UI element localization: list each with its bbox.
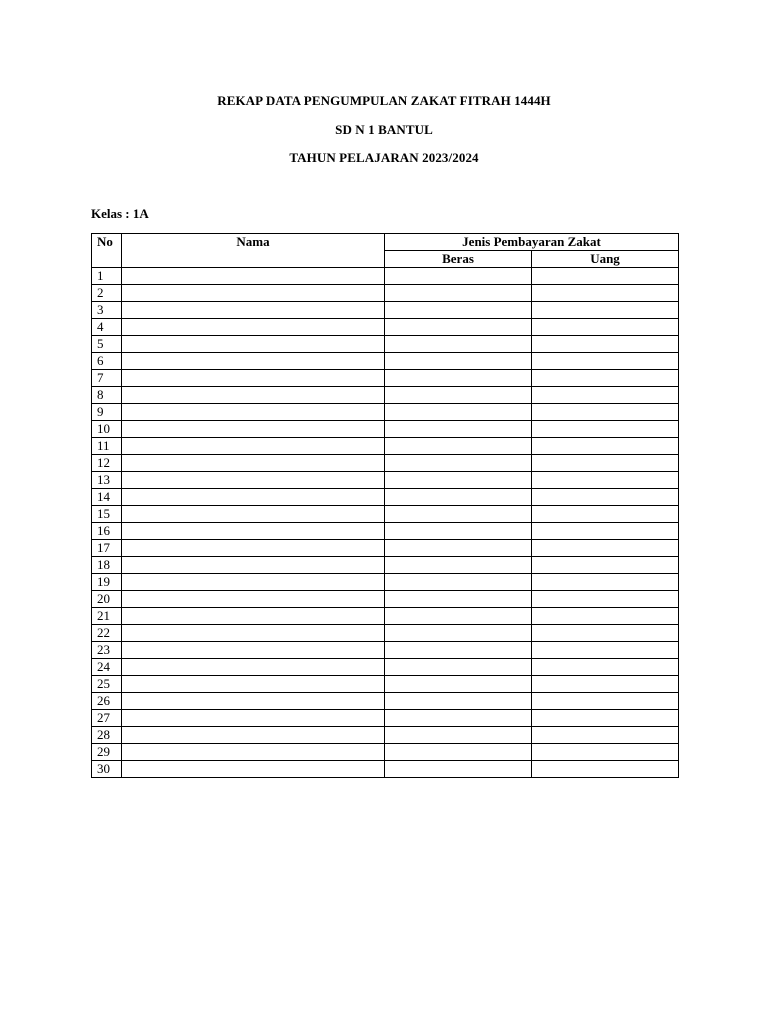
cell-uang	[532, 693, 679, 710]
document-title: REKAP DATA PENGUMPULAN ZAKAT FITRAH 1444H	[217, 93, 551, 108]
table-row	[92, 608, 679, 625]
cell-nama	[122, 387, 385, 404]
cell-nama	[122, 591, 385, 608]
cell-uang	[532, 642, 679, 659]
cell-no: 24	[92, 659, 122, 676]
cell-no: 3	[92, 302, 122, 319]
cell-no: 9	[92, 404, 122, 421]
cell-nama	[122, 710, 385, 727]
cell-uang	[532, 557, 679, 574]
cell-uang	[532, 540, 679, 557]
cell-nama	[122, 523, 385, 540]
cell-uang	[532, 676, 679, 693]
cell-uang	[532, 421, 679, 438]
cell-beras	[385, 608, 532, 625]
cell-uang	[532, 574, 679, 591]
table-row	[92, 268, 679, 285]
cell-beras	[385, 540, 532, 557]
cell-beras	[385, 710, 532, 727]
cell-nama	[122, 608, 385, 625]
cell-nama	[122, 744, 385, 761]
cell-nama	[122, 421, 385, 438]
cell-beras	[385, 421, 532, 438]
cell-uang	[532, 370, 679, 387]
cell-beras	[385, 676, 532, 693]
cell-beras	[385, 489, 532, 506]
header-payment-type: Jenis Pembayaran Zakat	[385, 234, 679, 251]
cell-no: 25	[92, 676, 122, 693]
cell-nama	[122, 438, 385, 455]
table-row	[92, 489, 679, 506]
cell-no: 30	[92, 761, 122, 778]
cell-beras	[385, 761, 532, 778]
cell-beras	[385, 472, 532, 489]
cell-uang	[532, 506, 679, 523]
cell-nama	[122, 489, 385, 506]
cell-no: 29	[92, 744, 122, 761]
cell-nama	[122, 370, 385, 387]
table-header-row	[92, 234, 679, 251]
table-row	[92, 353, 679, 370]
table-row	[92, 693, 679, 710]
cell-beras	[385, 438, 532, 455]
cell-uang	[532, 608, 679, 625]
cell-no: 8	[92, 387, 122, 404]
cell-uang	[532, 387, 679, 404]
cell-nama	[122, 472, 385, 489]
cell-nama	[122, 285, 385, 302]
cell-uang	[532, 285, 679, 302]
cell-nama	[122, 336, 385, 353]
cell-no: 17	[92, 540, 122, 557]
cell-nama	[122, 353, 385, 370]
table-row	[92, 591, 679, 608]
cell-nama	[122, 319, 385, 336]
cell-nama	[122, 761, 385, 778]
table-row	[92, 404, 679, 421]
cell-uang	[532, 302, 679, 319]
cell-nama	[122, 268, 385, 285]
cell-no: 20	[92, 591, 122, 608]
cell-nama	[122, 642, 385, 659]
cell-beras	[385, 319, 532, 336]
table-row	[92, 625, 679, 642]
cell-no: 6	[92, 353, 122, 370]
table-row	[92, 523, 679, 540]
table-row	[92, 455, 679, 472]
cell-uang	[532, 404, 679, 421]
cell-uang	[532, 710, 679, 727]
cell-uang	[532, 625, 679, 642]
cell-no: 13	[92, 472, 122, 489]
cell-uang	[532, 523, 679, 540]
cell-uang	[532, 744, 679, 761]
table-row	[92, 285, 679, 302]
table-body	[92, 268, 679, 778]
cell-uang	[532, 472, 679, 489]
cell-uang	[532, 353, 679, 370]
header-beras: Beras	[385, 251, 532, 268]
cell-uang	[532, 438, 679, 455]
cell-no: 21	[92, 608, 122, 625]
table-row	[92, 676, 679, 693]
table-row	[92, 710, 679, 727]
cell-nama	[122, 506, 385, 523]
cell-nama	[122, 693, 385, 710]
cell-no: 11	[92, 438, 122, 455]
table-row	[92, 387, 679, 404]
cell-beras	[385, 659, 532, 676]
cell-no: 2	[92, 285, 122, 302]
table-row	[92, 336, 679, 353]
cell-uang	[532, 489, 679, 506]
cell-beras	[385, 523, 532, 540]
cell-nama	[122, 455, 385, 472]
table-row	[92, 421, 679, 438]
cell-no: 12	[92, 455, 122, 472]
cell-beras	[385, 387, 532, 404]
cell-uang	[532, 319, 679, 336]
cell-nama	[122, 727, 385, 744]
header-nama: Nama	[122, 234, 385, 268]
cell-beras	[385, 302, 532, 319]
cell-uang	[532, 727, 679, 744]
cell-beras	[385, 268, 532, 285]
cell-beras	[385, 506, 532, 523]
table-row	[92, 557, 679, 574]
cell-uang	[532, 455, 679, 472]
class-label: Kelas : 1A	[91, 206, 149, 221]
cell-beras	[385, 285, 532, 302]
cell-nama	[122, 302, 385, 319]
table-row	[92, 370, 679, 387]
cell-beras	[385, 336, 532, 353]
header-uang: Uang	[532, 251, 679, 268]
cell-no: 7	[92, 370, 122, 387]
cell-nama	[122, 540, 385, 557]
table-row	[92, 506, 679, 523]
table-row	[92, 574, 679, 591]
cell-nama	[122, 404, 385, 421]
cell-uang	[532, 761, 679, 778]
cell-beras	[385, 455, 532, 472]
cell-no: 19	[92, 574, 122, 591]
cell-no: 14	[92, 489, 122, 506]
cell-uang	[532, 591, 679, 608]
cell-beras	[385, 727, 532, 744]
cell-uang	[532, 659, 679, 676]
cell-beras	[385, 744, 532, 761]
table-row	[92, 744, 679, 761]
school-name: SD N 1 BANTUL	[335, 122, 433, 137]
table-row	[92, 472, 679, 489]
cell-no: 26	[92, 693, 122, 710]
cell-beras	[385, 642, 532, 659]
table-row	[92, 727, 679, 744]
cell-nama	[122, 574, 385, 591]
table-row	[92, 438, 679, 455]
table-row	[92, 761, 679, 778]
cell-no: 22	[92, 625, 122, 642]
cell-beras	[385, 557, 532, 574]
cell-uang	[532, 336, 679, 353]
cell-nama	[122, 557, 385, 574]
cell-no: 28	[92, 727, 122, 744]
cell-no: 16	[92, 523, 122, 540]
cell-beras	[385, 625, 532, 642]
cell-beras	[385, 693, 532, 710]
table-row	[92, 659, 679, 676]
cell-beras	[385, 353, 532, 370]
cell-no: 10	[92, 421, 122, 438]
cell-no: 5	[92, 336, 122, 353]
cell-uang	[532, 268, 679, 285]
cell-no: 27	[92, 710, 122, 727]
cell-nama	[122, 659, 385, 676]
zakat-recap-table	[91, 233, 679, 778]
cell-beras	[385, 591, 532, 608]
cell-beras	[385, 370, 532, 387]
cell-nama	[122, 625, 385, 642]
table-row	[92, 540, 679, 557]
cell-nama	[122, 676, 385, 693]
cell-beras	[385, 574, 532, 591]
cell-beras	[385, 404, 532, 421]
table-row	[92, 319, 679, 336]
header-no: No	[92, 234, 122, 268]
table-row	[92, 642, 679, 659]
cell-no: 23	[92, 642, 122, 659]
table-row	[92, 302, 679, 319]
cell-no: 1	[92, 268, 122, 285]
cell-no: 15	[92, 506, 122, 523]
cell-no: 18	[92, 557, 122, 574]
academic-year: TAHUN PELAJARAN 2023/2024	[289, 150, 479, 165]
cell-no: 4	[92, 319, 122, 336]
